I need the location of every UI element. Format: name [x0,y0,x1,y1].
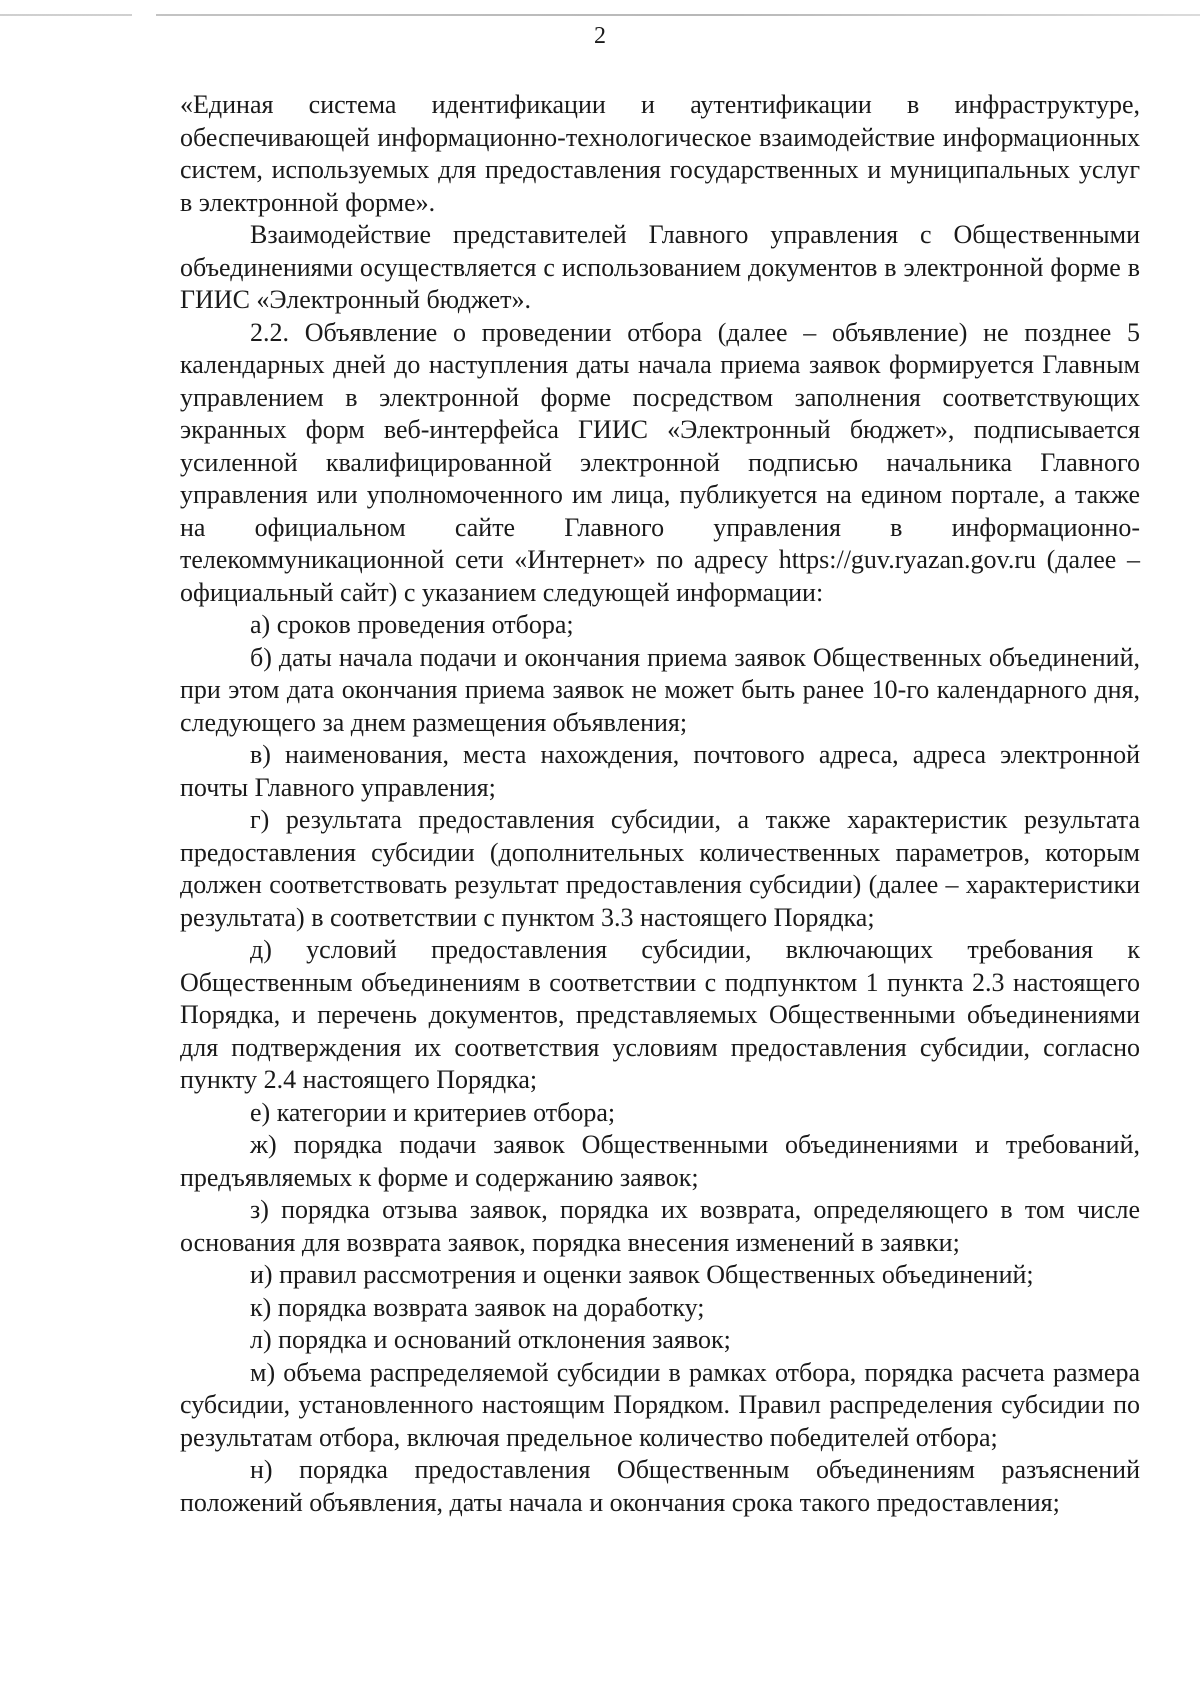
list-item-v: в) наименования, места нахождения, почтового адреса, адреса электронной почты Главного управления; [180,740,1140,802]
list-item-z: з) порядка отзыва заявок, порядка их возврата, определяющего в том числе основания для возврата заявок, порядка внесения изменений в заявки; [180,1195,1140,1257]
list-item-a: а) сроков проведения отбора; [250,610,574,639]
paragraph-2-2-announcement: 2.2. Объявление о проведении отбора (далее – объявление) не позднее 5 календарных дней до наступления даты начала приема заявок формируется Главным управлением в электронной форме посредством заполнения соответствующих экранных форм веб-интерфейса ГИИС «Электронный бюджет», подписывается усиленной квалифицированной электронной подписью начальника Главного управления или уполномоченного им лица, публикуется на едином портале, а также на официальном сайте Главного управления в информационно-телекоммуникационной сети «Интернет» по адресу https://guv.ryazan.gov.ru (далее – официальный сайт) с указанием следующей информации: [180,317,1140,607]
list-item-zh: ж) порядка подачи заявок Общественными объединениями и требований, предъявляемых к форме и содержанию заявок; [180,1130,1140,1192]
list-item-e: е) категории и критериев отбора; [250,1097,616,1127]
list-item-m: м) объема распределяемой субсидии в рамках отбора, порядка расчета размера субсидии, установленного настоящим Порядком. Правил распределения субсидии по результатам отбора, включая предельное количество победителей отбора; [180,1357,1140,1452]
scan-edge-line [0,14,1200,16]
list-item-k: к) порядка возврата заявок на доработку; [250,1292,705,1322]
document-body [180,89,1140,1519]
list-item-i: и) правил рассмотрения и оценки заявок Общественных объединений; [250,1260,1034,1289]
list-item-g: г) результата предоставления субсидии, а также характеристик результата предоставления субсидии (дополнительных количественных параметров, которым должен соответствовать результат предоставления субсидии) (далее – характеристики результата) в соответствии с пунктом 3.3 настоящего Порядка; [180,805,1140,932]
page-number: 2 [594,23,606,49]
list-item-b: б) даты начала подачи и окончания приема заявок Общественных объединений, при этом дата окончания приема заявок не может быть ранее 10-го календарного дня, следующего за днем размещения объявления; [180,642,1140,737]
paragraph-interaction: Взаимодействие представителей Главного управления с Общественными объединениями осуществляется с использованием документов в электронной форме в ГИИС «Электронный бюджет». [180,220,1140,314]
paragraph-esia-continuation: «Единая система идентификации и аутентификации в инфраструктуре, обеспечивающей информационно-технологическое взаимодействие информационных систем, используемых для предоставления государственных и муниципальных услуг в электронной форме». [180,90,1140,217]
list-item-l: л) порядка и оснований отклонения заявок; [250,1325,731,1354]
list-item-n: н) порядка предоставления Общественным объединениям разъяснений положений объявления, даты начала и окончания срока такого предоставления; [180,1455,1140,1517]
list-item-d: д) условий предоставления субсидии, включающих требования к Общественным объединениям в соответствии с подпунктом 1 пункта 2.3 настоящего Порядка, и перечень документов, представляемых Общественными объединениями для подтверждения их соответствия условиям предоставления субсидии, согласно пункту 2.4 настоящего Порядка; [180,935,1140,1094]
